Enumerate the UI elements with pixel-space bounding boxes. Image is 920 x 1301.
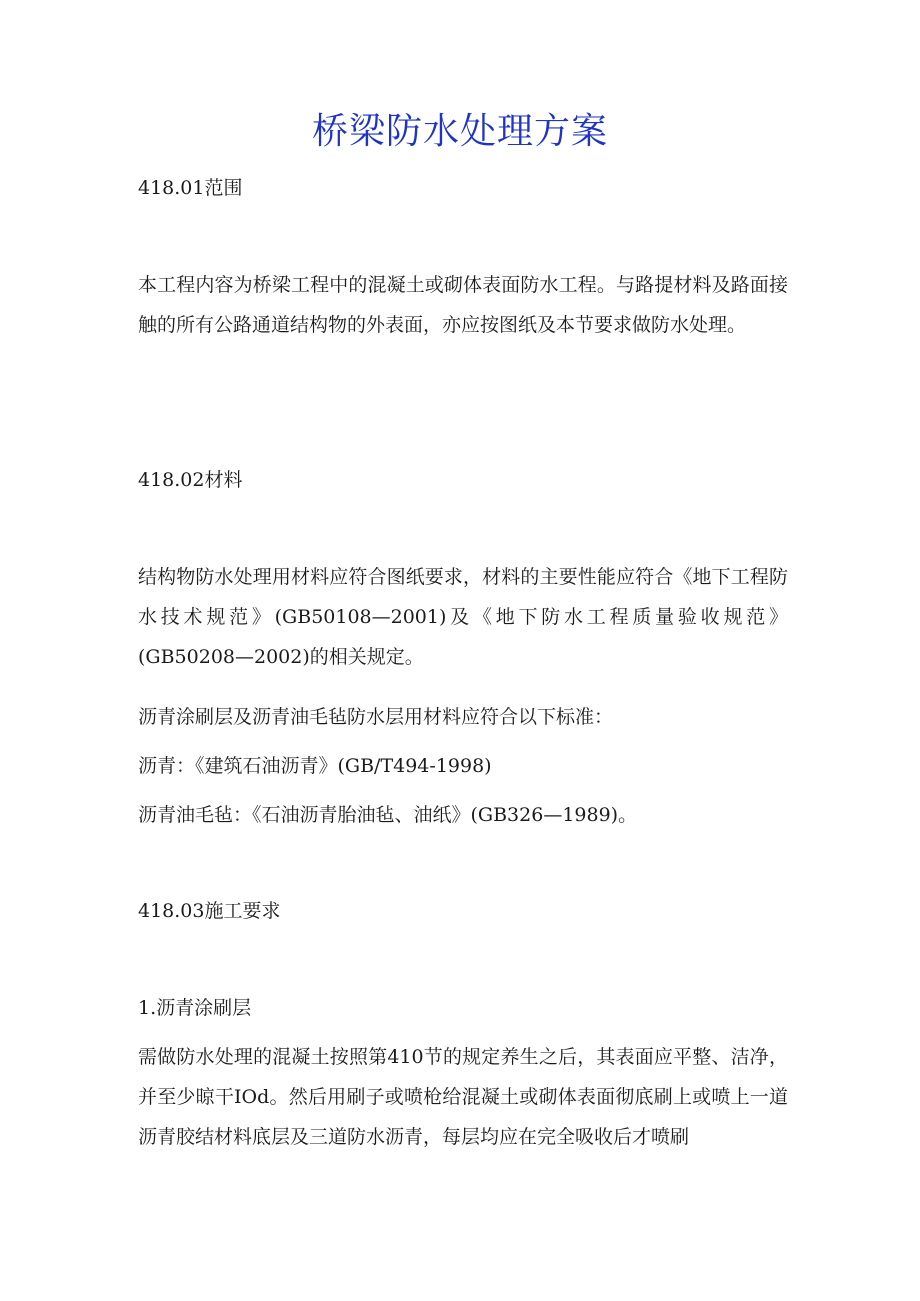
paragraph-asphalt-standards-intro: 沥青涂刷层及沥青油毛毡防水层用材料应符合以下标准： [138,706,614,728]
paragraph-felt-standard: 沥青油毛毡：《石油沥青胎油毡、油纸》(GB326—1989)。 [138,804,638,826]
paragraph-asphalt-standard: 沥青：《建筑石油沥青》(GB/T494-1998) [138,755,492,777]
section-heading-materials: 418.02材料 [138,469,243,491]
paragraph-asphalt-coating-body: 需做防水处理的混凝土按照第410节的规定养生之后，其表面应平整、洁净，并至少晾干IOd。然后用刷子或喷枪给混凝土或砌体表面彻底刷上或喷上一道沥青胶结材料底层及三道防水沥青，每层均应在完全吸收后才喷刷 [138,1046,788,1148]
section-heading-scope: 418.01范围 [138,177,243,199]
document-title: 桥梁防水处理方案 [311,111,608,152]
paragraph-materials-requirements: 结构物防水处理用材料应符合图纸要求，材料的主要性能应符合《地下工程防水技术规范》(GB50108—2001)及《地下防水工程质量验收规范》(GB50208—2002)的相关规定。 [138,566,788,668]
subsection-heading-asphalt-coating: 1.沥青涂刷层 [138,997,252,1019]
paragraph-scope-body: 本工程内容为桥梁工程中的混凝土或砌体表面防水工程。与路提材料及路面接触的所有公路通道结构物的外表面，亦应按图纸及本节要求做防水处理。 [138,274,788,336]
section-heading-construction: 418.03施工要求 [138,900,281,922]
